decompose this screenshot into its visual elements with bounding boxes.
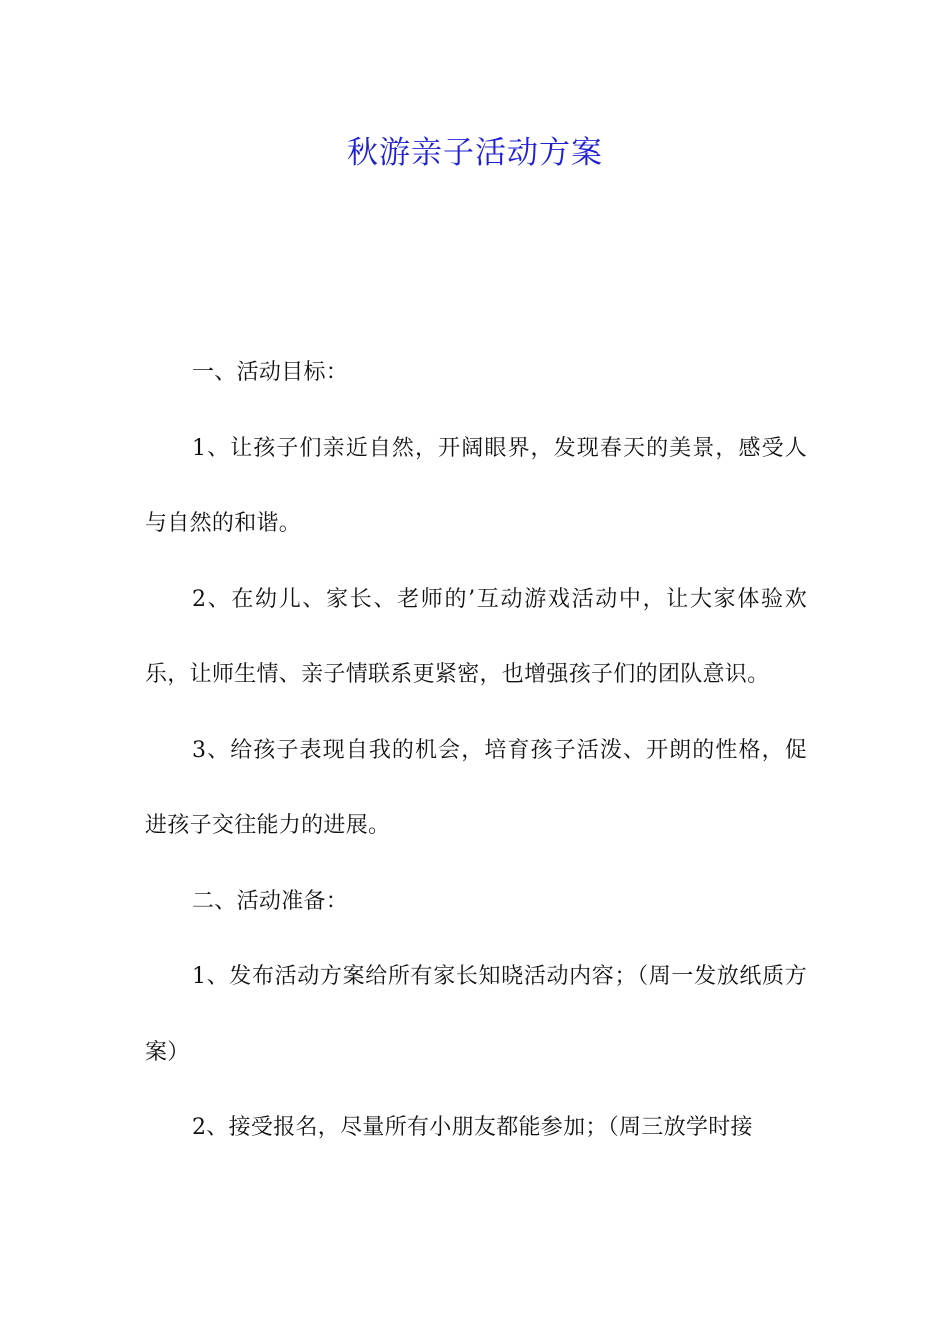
preparation-item-1: 1、发布活动方案给所有家长知晓活动内容；（周一发放纸质方案） — [145, 964, 807, 1065]
section-heading-goals: 一、活动目标： — [192, 360, 349, 385]
preparation-item-2: 2、接受报名，尽量所有小朋友都能参加；（周三放学时接 — [192, 1115, 753, 1140]
goal-item-1: 1、让孩子们亲近自然，开阔眼界，发现春天的美景，感受人与自然的和谐。 — [145, 435, 807, 536]
section-heading-preparation: 二、活动准备： — [192, 888, 349, 914]
goal-item-2: 2、在幼儿、家长、老师的’互动游戏活动中，让大家体验欢乐，让师生情、亲子情联系更紧密，也增强孩子们的团队意识。 — [145, 586, 807, 687]
goal-item-3: 3、给孩子表现自我的机会，培育孩子活泼、开朗的性格，促进孩子交往能力的进展。 — [145, 737, 807, 838]
document-title: 秋游亲子活动方案 — [347, 135, 603, 171]
document-body — [145, 335, 807, 1166]
